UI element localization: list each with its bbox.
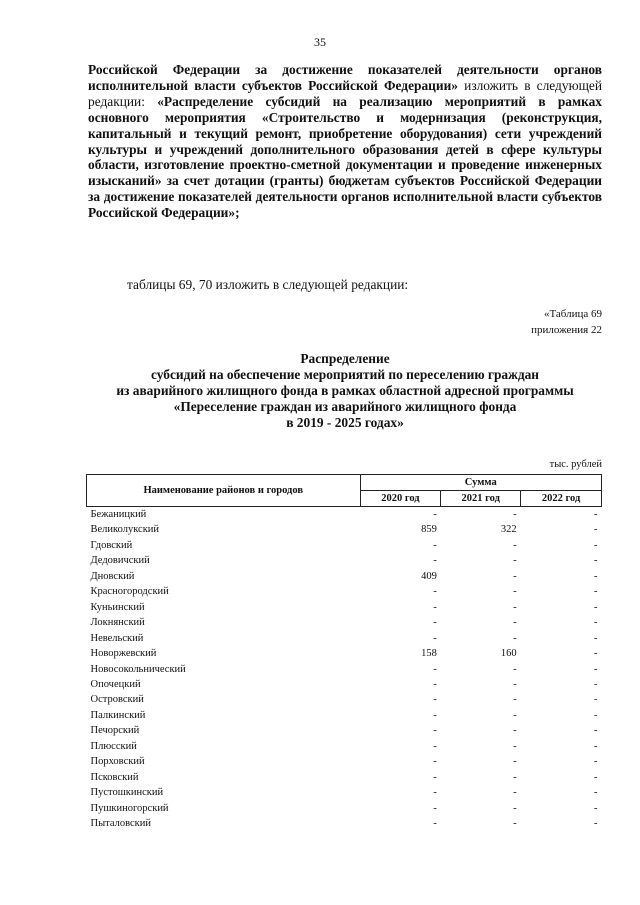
district-name-cell: Великолукский xyxy=(90,524,160,536)
value-2022-cell: - xyxy=(594,617,598,629)
value-2020-cell: - xyxy=(433,787,437,799)
value-2020-cell: - xyxy=(433,740,437,752)
district-name-cell: Печорский xyxy=(90,725,140,737)
table-row xyxy=(87,801,602,816)
table-title xyxy=(88,351,602,431)
tables-line: таблицы 69, 70 изложить в следующей редакции: xyxy=(127,277,409,292)
value-2020-cell: 859 xyxy=(421,524,437,536)
value-2022-cell: - xyxy=(594,787,598,799)
table-row xyxy=(87,708,602,723)
value-2021-cell: - xyxy=(513,509,517,520)
district-name-cell: Новосокольнический xyxy=(90,663,186,675)
district-name-cell: Порховский xyxy=(90,756,145,768)
value-2021-cell: - xyxy=(513,617,517,629)
district-name-cell: Плюсский xyxy=(90,740,137,752)
district-name-cell: Красногородский xyxy=(90,586,169,598)
table-row xyxy=(87,816,602,831)
caption-line2: приложения 22 xyxy=(531,324,602,336)
district-name-cell: Псковский xyxy=(90,771,139,783)
district-name-cell: Пушкиногорский xyxy=(90,802,169,814)
district-name-cell: Пыталовский xyxy=(90,818,151,830)
value-2021-cell: 160 xyxy=(500,648,517,660)
header-year-2022: 2022 год xyxy=(521,491,602,507)
value-2022-cell: - xyxy=(594,663,598,675)
district-name-cell: Гдовский xyxy=(90,539,133,551)
district-name-cell: Бежаницкий xyxy=(90,509,147,520)
intro-part2: изложить в следующей редакции: xyxy=(88,77,602,109)
value-2020-cell: - xyxy=(433,678,437,690)
value-2022-cell: - xyxy=(594,648,598,660)
value-2021-cell: - xyxy=(513,570,517,582)
district-name-cell: Дновский xyxy=(90,570,135,582)
district-name-cell: Куньинский xyxy=(90,601,145,613)
value-2020-cell: - xyxy=(433,617,437,629)
district-name-cell: Пустошкинский xyxy=(90,787,164,799)
value-2022-cell: - xyxy=(594,725,598,737)
value-2020-cell: - xyxy=(433,725,437,737)
value-2021-cell: - xyxy=(513,539,517,551)
table-row xyxy=(87,600,602,615)
value-2021-cell: - xyxy=(513,740,517,752)
district-name-cell: Дедовичский xyxy=(90,555,150,567)
value-2022-cell: - xyxy=(594,802,598,814)
value-2021-cell: - xyxy=(513,555,517,567)
table-row xyxy=(87,723,602,738)
district-name-cell: Невельский xyxy=(90,632,144,644)
table-row xyxy=(87,538,602,553)
district-name-cell: Опочецкий xyxy=(90,678,141,690)
value-2022-cell: - xyxy=(594,555,598,567)
value-2021-cell: - xyxy=(513,725,517,737)
table-row xyxy=(87,677,602,692)
title-line2: субсидий на обеспечение мероприятий по переселению граждан xyxy=(150,367,540,382)
table-row xyxy=(87,507,602,523)
value-2022-cell: - xyxy=(594,740,598,752)
value-2020-cell: 409 xyxy=(421,570,437,582)
value-2022-cell: - xyxy=(594,539,598,551)
header-sum: Сумма xyxy=(360,475,602,491)
intro-paragraph xyxy=(88,62,602,221)
value-2020-cell: - xyxy=(433,509,437,520)
title-line4: «Переселение граждан из аварийного жилищного фонда xyxy=(173,399,517,414)
table-body xyxy=(87,507,602,832)
value-2020-cell: - xyxy=(433,555,437,567)
table-caption xyxy=(531,306,602,338)
table-row xyxy=(87,522,602,537)
district-name-cell: Новоржевский xyxy=(90,648,157,660)
table-row xyxy=(87,739,602,754)
units-label: тыс. рублей xyxy=(549,459,602,470)
value-2022-cell: - xyxy=(594,586,598,598)
table-row xyxy=(87,615,602,630)
value-2021-cell: - xyxy=(513,787,517,799)
value-2021-cell: 322 xyxy=(500,524,517,536)
district-name-cell: Островский xyxy=(90,694,144,706)
district-name-cell: Локнянский xyxy=(90,617,145,629)
value-2020-cell: - xyxy=(433,771,437,783)
table-row xyxy=(87,553,602,568)
value-2021-cell: - xyxy=(513,818,517,830)
value-2022-cell: - xyxy=(594,678,598,690)
value-2020-cell: - xyxy=(433,756,437,768)
value-2020-cell: - xyxy=(433,694,437,706)
caption-line1: «Таблица 69 xyxy=(543,308,602,320)
table-row xyxy=(87,584,602,599)
value-2021-cell: - xyxy=(513,663,517,675)
value-2021-cell: - xyxy=(513,601,517,613)
value-2021-cell: - xyxy=(513,756,517,768)
value-2022-cell: - xyxy=(594,570,598,582)
table-row xyxy=(87,569,602,584)
value-2021-cell: - xyxy=(513,694,517,706)
page-number: 35 xyxy=(314,35,326,49)
value-2022-cell: - xyxy=(594,771,598,783)
intro-part1: Российской Федерации за достижение показателей деятельности органов исполнительной власти субъектов Российской Федерации» xyxy=(88,62,602,93)
value-2020-cell: - xyxy=(433,663,437,675)
subsidy-table xyxy=(86,474,602,832)
value-2021-cell: - xyxy=(513,586,517,598)
table-row xyxy=(87,785,602,800)
table-row xyxy=(87,754,602,769)
value-2020-cell: 158 xyxy=(421,648,437,660)
table-row xyxy=(87,770,602,785)
value-2020-cell: - xyxy=(433,586,437,598)
title-line1: Распределение xyxy=(300,351,390,366)
value-2022-cell: - xyxy=(594,509,598,520)
value-2021-cell: - xyxy=(513,771,517,783)
table-row xyxy=(87,692,602,707)
value-2022-cell: - xyxy=(594,524,598,536)
value-2022-cell: - xyxy=(594,694,598,706)
table-row xyxy=(87,662,602,677)
value-2020-cell: - xyxy=(433,601,437,613)
value-2022-cell: - xyxy=(594,818,598,830)
value-2022-cell: - xyxy=(594,709,598,721)
title-line5: в 2019 - 2025 годах» xyxy=(286,415,404,430)
value-2020-cell: - xyxy=(433,632,437,644)
value-2021-cell: - xyxy=(513,632,517,644)
value-2022-cell: - xyxy=(594,756,598,768)
value-2021-cell: - xyxy=(513,709,517,721)
value-2022-cell: - xyxy=(594,632,598,644)
title-line3: из аварийного жилищного фонда в рамках областной адресной программы xyxy=(116,383,574,398)
header-year-2020: 2020 год xyxy=(360,491,441,507)
header-year-2021: 2021 год xyxy=(441,491,521,507)
table-row xyxy=(87,646,602,661)
value-2021-cell: - xyxy=(513,802,517,814)
table-row xyxy=(87,631,602,646)
district-name-cell: Палкинский xyxy=(90,709,146,721)
value-2022-cell: - xyxy=(594,601,598,613)
value-2020-cell: - xyxy=(433,818,437,830)
value-2020-cell: - xyxy=(433,802,437,814)
value-2021-cell: - xyxy=(513,678,517,690)
value-2020-cell: - xyxy=(433,539,437,551)
value-2020-cell: - xyxy=(433,709,437,721)
header-name: Наименование районов и городов xyxy=(87,475,361,507)
intro-part3: «Распределение субсидий на реализацию мероприятий в рамках основного мероприятия «Строительство и модернизация (реконструкция, капитальный и текущий ремонт, приобретение оборудования) сети учреждений культуры и учреждений дополнительного образования детей в сфере культуры области, изготовление проектно-сметной документации и проведение инженерных изысканий» за счет дотации (гранты) бюджетам субъектов Российской Федерации за достижение показателей деятельности органов исполнительной власти субъектов Российской Федерации»; xyxy=(88,93,602,221)
